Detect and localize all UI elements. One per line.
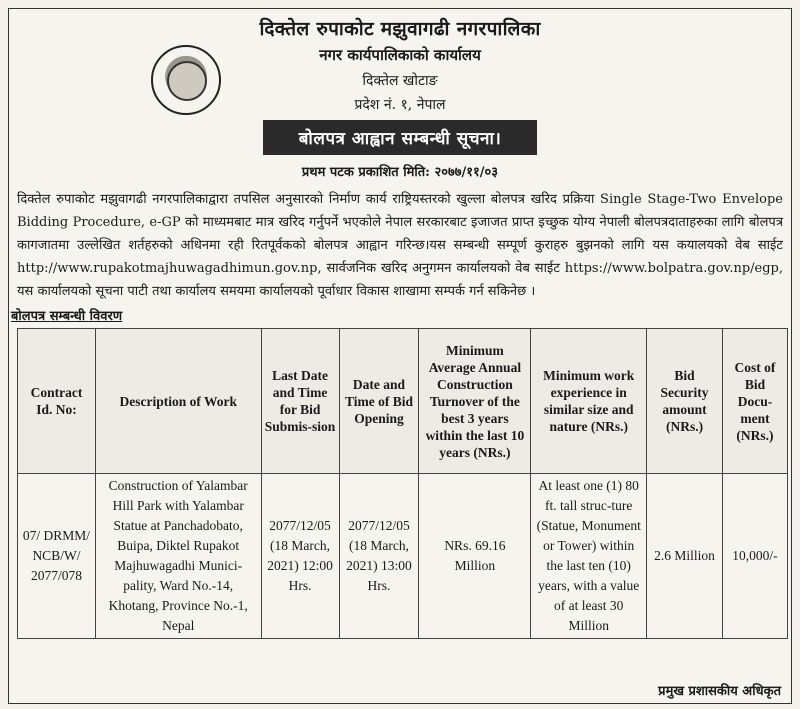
description-cell: Construction of Yalambar Hill Park with Yalambar Statue at Panchadobato, Buipa, Diktel Rupakot Majhuwagadhi Munici-pality, Ward No.-14, Khotang, Province No.-1, Nepal <box>95 474 261 639</box>
column-header: Last Date and Time for Bid Submis-sion <box>261 329 339 474</box>
notice-title: बोलपत्र आह्वान सम्बन्धी सूचना। <box>263 120 538 155</box>
notice-page <box>8 8 792 704</box>
table-row <box>18 474 788 639</box>
province-name: प्रदेश नं. १, नेपाल <box>354 97 446 113</box>
notice-body: दिक्तेल रुपाकोट मझुवागढी नगरपालिकाद्वारा तपसिल अनुसारको निर्माण कार्य राष्ट्रियस्तरको खुल्ला बोलपत्र खरिद प्रक्रिया Single Stage-Two Envelope Bidding Procedure, e-GP को माध्यमबाट मात्र खरिद गर्नुपर्ने भएकोले नेपाल सरकारबाट इजाजत प्राप्त इच्छुक योग्य नेपाली बोलपत्रदाताहरुका लागि बोलपत्र कागजातमा उल्लेखित शर्तहरुको अधिनमा रही रितपूर्वकको बोलपत्र आह्वान गरिन्छ।यस सम्बन्धी सम्पूर्ण कुराहरु बुझनको लागि यस कयालयको वेब साईट http://www.rupakotmajhuwagadhimun.gov.np, सार्वजनिक खरिद अनुगमन कार्यालयको वेब साईट https://www.bolpatra.gov.np/egp, यस कार्यालयको सूचना पाटी तथा कार्यालय समयमा कार्यालयको पूर्वाधार विकास शाखामा सम्पर्क गर्न सकिनेछ । <box>17 192 783 299</box>
contract-id-cell: 07/ DRMM/ NCB/W/ 2077/078 <box>18 474 96 639</box>
office-name: नगर कार्यपालिकाको कार्यालय <box>319 46 481 64</box>
column-header: Bid Security amount (NRs.) <box>647 329 723 474</box>
submission-date-cell: 2077/12/05 (18 March, 2021) 12:00 Hrs. <box>261 474 339 639</box>
column-header: Minimum work experience in similar size and nature (NRs.) <box>531 329 647 474</box>
column-header: Date and Time of Bid Opening <box>339 329 419 474</box>
office-location: दिक्तेल खोटाङ <box>362 73 438 89</box>
turnover-cell: NRs. 69.16 Million <box>419 474 531 639</box>
signature-line: प्रमुख प्रशासकीय अधिकृत <box>658 684 781 699</box>
publication-date: प्रथम पटक प्रकाशित मिति: २०७७/११/०३ <box>301 165 499 180</box>
table-header-row <box>18 329 788 474</box>
column-header: Minimum Average Annual Construction Turnover of the best 3 years within the last 10 years (NRs.) <box>419 329 531 474</box>
column-header: Cost of Bid Docu-ment (NRs.) <box>722 329 787 474</box>
bid-security-cell: 2.6 Million <box>647 474 723 639</box>
government-emblem-icon <box>151 45 221 115</box>
column-header: Contract Id. No: <box>18 329 96 474</box>
opening-date-cell: 2077/12/05 (18 March, 2021) 13:00 Hrs. <box>339 474 419 639</box>
experience-cell: At least one (1) 80 ft. tall struc-ture (Statue, Monument or Tower) within the last ten (10) years, with a value of at least 30 Million <box>531 474 647 639</box>
municipality-name: दिक्तेल रुपाकोट मझुवागढी नगरपालिका <box>259 18 541 40</box>
column-header: Description of Work <box>95 329 261 474</box>
document-cost-cell: 10,000/- <box>722 474 787 639</box>
details-heading: बोलपत्र सम्बन्धी विवरण <box>11 309 123 324</box>
notice-header <box>9 15 791 114</box>
bid-details-table <box>17 328 788 639</box>
